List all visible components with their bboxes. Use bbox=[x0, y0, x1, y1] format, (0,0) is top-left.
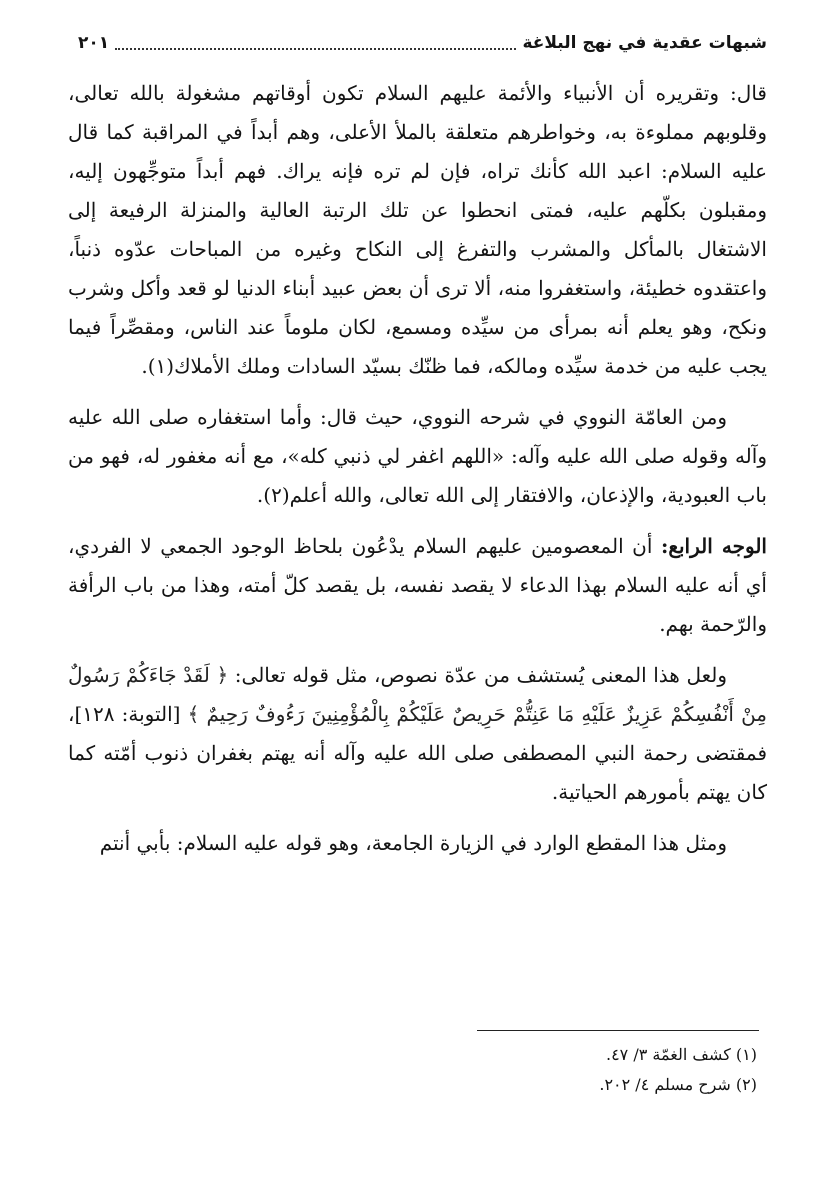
quran-reference: [التوبة: ١٢٨]، فمقتضى رحمة النبي المصطفى صلى الله عليه وآله أنه يهتم بغفران ذنوب أمّته كما كان يهتم بأمورهم الحياتية. bbox=[68, 702, 767, 804]
paragraph-3 bbox=[68, 527, 767, 644]
main-text bbox=[68, 74, 767, 863]
footnote-2: (٢) شرح مسلم ٤/ ٢٠٢. bbox=[599, 1075, 757, 1094]
paragraph-1: قال: وتقريره أن الأنبياء والأئمة عليهم السلام تكون أوقاتهم مشغولة بالله تعالى، وقلوبهم مملوءة به، وخواطرهم متعلقة بالملأ الأعلى، وهم أبداً في المراقبة كما قال عليه السلام: اعبد الله كأنك تراه، فإن لم تره فإنه يراك. فهم أبداً متوجِّهون إليه، ومقبلون بكلّهم عليه، فمتى انحطوا عن تلك الرتبة العالية والمنزلة الرفيعة إلى الاشتغال بالمأكل والمشرب والتفرغ إلى النكاح وغيره من المباحات عدّوه ذنباً، واعتقدوه خطيئة، واستغفروا منه، ألا ترى أن بعض عبيد أبناء الدنيا لو قعد وأكل وشرب ونكح، وهو يعلم أنه بمرأى من سيِّده ومسمع، لكان ملوماً عند الناس، ومقصِّراً فيما يجب عليه من خدمة سيِّده ومالكه، فما ظنّك بسيّد السادات وملك الأملاك(١). bbox=[68, 81, 767, 378]
paragraph-4 bbox=[68, 656, 767, 812]
header-title: شبهات عقدية في نهج البلاغة bbox=[522, 33, 767, 53]
footnote-separator bbox=[477, 1030, 759, 1031]
page-number: ٢٠١ bbox=[78, 33, 110, 53]
footnotes bbox=[300, 1040, 757, 1100]
paragraph-4-intro: ولعل هذا المعنى يُستشف من عدّة نصوص، مثل قوله تعالى: bbox=[234, 663, 727, 687]
paragraph-2: ومن العامّة النووي في شرحه النووي، حيث قال: وأما استغفاره صلى الله عليه وآله وقوله صلى الله عليه وآله: «اللهم اغفر لي ذنبي كله»، مع أنه مغفور له، فهو من باب العبودية، والإذعان، والافتقار إلى الله تعالى، والله أعلم(٢). bbox=[68, 405, 767, 507]
running-header bbox=[78, 30, 767, 56]
paragraph-5: ومثل هذا المقطع الوارد في الزيارة الجامعة، وهو قوله عليه السلام: بأبي أنتم bbox=[99, 831, 727, 855]
quran-verse: ﴿ لَقَدْ جَاءَكُمْ رَسُولٌ مِنْ أَنْفُسِكُمْ عَزِيزٌ عَلَيْهِ مَا عَنِتُّمْ حَرِيصٌ عَلَيْكُمْ بِالْمُؤْمِنِينَ رَءُوفٌ رَحِيمٌ ﴾ bbox=[68, 663, 768, 726]
paragraph-3-text: أن المعصومين عليهم السلام يدْعُون بلحاظ الوجود الجمعي لا الفردي، أي أنه عليه السلام بهذا الدعاء لا يقصد نفسه، بل يقصد كلّ أمته، وهذا من باب الرأفة والرّحمة بهم. bbox=[68, 534, 767, 636]
section-lead: الوجه الرابع: bbox=[660, 534, 767, 558]
dotted-leader bbox=[115, 36, 516, 50]
footnote-1: (١) كشف الغمّة ٣/ ٤٧. bbox=[605, 1045, 757, 1064]
